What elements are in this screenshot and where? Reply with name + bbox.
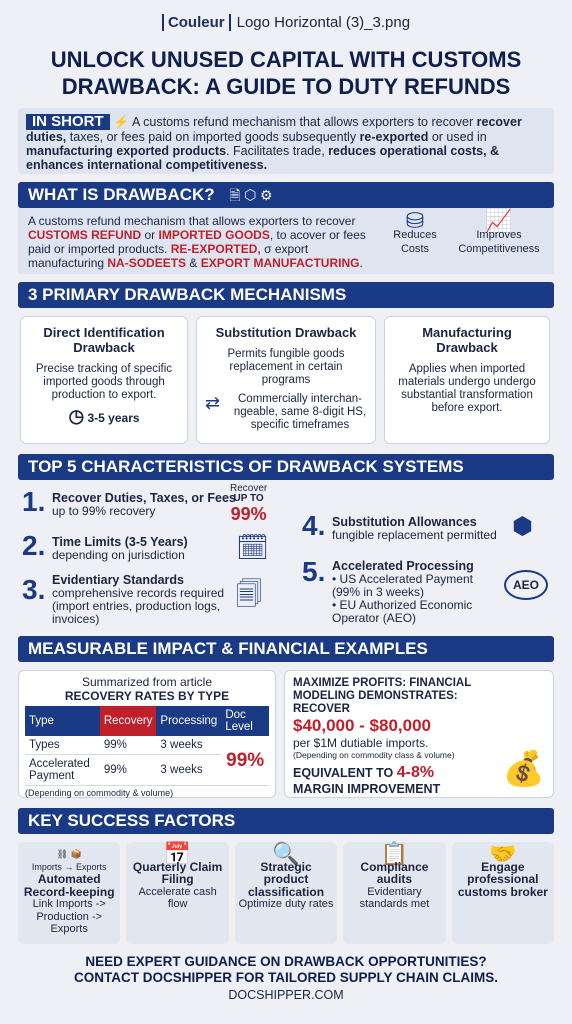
table-title: RECOVERY RATES BY TYPE [64,689,230,703]
card-title: Direct Identification Drawback [43,325,165,355]
s: comprehensive records required (import entries, production logs, invoices) [52,586,225,626]
what-box [18,208,554,274]
swap-icon: ⇄ [205,393,221,413]
cta [0,954,572,986]
file-name: Logo Horizontal (3)_3.png [236,13,411,31]
b1: US Accelerated Payment (99% in 3 weeks) [332,572,473,599]
cell: Types [25,736,100,755]
col: Recovery [100,706,157,736]
improves-competitiveness [454,208,544,256]
pct: 4-8% [396,764,435,781]
s: Optimize duty rates [238,898,334,910]
t: Compliance audits [360,859,429,886]
dep: (Depending on commodity class & volume) [293,750,455,760]
text: NA-SODEETS [107,256,187,270]
document-search-icon: 🗐 [236,579,262,609]
success-factors [18,842,554,944]
mech-direct [20,316,188,444]
text: . [359,256,363,270]
recovery-table-card [18,670,276,798]
cell: 3 weeks [156,736,221,755]
text: & [189,256,198,270]
reduces-costs [390,208,440,256]
text: re-exported [359,130,429,144]
search-doc-icon: 🔍 [272,841,300,866]
text: . Facilitates trade, [226,144,325,158]
t: Evidentiary Standards [52,573,184,587]
t: Strategic product classification [248,859,325,899]
b: UP TO [233,493,264,504]
c: 99% [230,504,267,524]
clipboard-icon: 📋 [380,841,409,866]
handshake-icon: 🤝 [489,841,517,866]
time: 3-5 years [87,411,140,425]
money-growth-icon: 💰 [502,750,545,788]
text: or [144,228,156,242]
brand-logo: Couleur [162,14,231,31]
text: A customs refund mechanism that allows exporters to recover [132,115,474,129]
m1: MAXIMIZE PROFITS: FINANCIAL MODELING DEMONSTRATES: RECOVER [293,677,472,715]
cell: 99% [100,736,157,755]
impact [18,670,554,798]
char-1 [52,492,236,518]
chart-up-icon: 📈 [485,208,513,233]
time-row [29,406,179,426]
text: , to acover or fees paid or imported products. [28,228,366,256]
aeo-icon: AEO [504,570,548,600]
card-desc: Precise tracking of specific imported goods through production to export. [35,363,173,401]
recovery-table [25,706,269,786]
text: recover duties, [26,115,522,144]
num-4: 4. [302,510,326,541]
s: fungible replacement permitted [332,528,497,542]
col: Processing [156,706,221,736]
file-header [0,0,572,44]
card-desc: Permits fungible goods replacement in certain programs [227,348,345,386]
coins-icon: ⛁ [405,208,425,233]
ksf-classification [235,842,337,944]
text: EXPORT MANUFACTURING [200,256,360,270]
eq: EQUIVALENT TO [293,766,394,780]
text: reduces operational costs, & enhances international competitiveness. [26,144,500,172]
cell: 99% [221,736,269,786]
s: depending on jurisdiction [52,548,185,562]
char-5: Accelerated Processing • US Accelerated Payment (99% in 3 weeks) • EU Authorized Economic Operator (AEO) [332,559,474,625]
mi: MARGIN IMPROVEMENT [293,782,441,796]
text: or used in [431,130,487,144]
text: RE-EXPORTED, [170,242,261,256]
num-2: 2. [22,530,46,561]
b2: EU Authorized Economic Operator (AEO) [332,598,473,625]
note: (Depending on commodity & volume) [25,788,174,798]
cell: 99% [100,755,157,786]
chars-heading: TOP 5 CHARACTERISTICS OF DRAWBACK SYSTEMS [18,454,554,480]
characteristics [18,480,554,630]
t: Recover Duties, Taxes, or Fees [52,491,236,505]
cell: Accelerated Payment [25,755,100,786]
financial-card [284,670,554,798]
s: up to 99% recovery [52,504,156,518]
label: Reduces Costs [393,229,437,255]
mech-heading: 3 PRIMARY DRAWBACK MECHANISMS [18,282,554,308]
char-2 [52,536,188,562]
card-title: Manufacturing Drawback [422,325,512,355]
recover-badge [230,484,267,524]
text: CUSTOMS REFUND [28,228,142,242]
in-short-box [18,108,554,174]
cta-line-1: NEED EXPERT GUIDANCE ON DRAWBACK OPPORTUNITIES? [85,954,487,969]
s: Accelerate cash flow [138,885,217,910]
text: A customs refund mechanism that allows exporters to recover [28,214,356,228]
per: per $1M dutiable imports. [293,736,429,750]
t: Automated Record-keeping [23,872,115,899]
ksf-heading: KEY SUCCESS FACTORS [18,808,554,834]
calendar-clock-icon: 🗓 [236,532,270,562]
impact-heading: MEASURABLE IMPACT & FINANCIAL EXAMPLES [18,636,554,662]
t: Engage professional customs broker [457,859,548,899]
a: Recover [230,483,268,494]
a: Imports [31,861,62,872]
in-short-tag: IN SHORT [26,114,110,130]
range: $40,000 - $80,000 [293,716,432,735]
t: Time Limits (3-5 Years) [52,535,188,549]
mech-manufacturing [384,316,550,444]
t: Quarterly Claim Filing [132,859,223,886]
clock-icon: ◷ [68,406,85,426]
s: Link Imports -> Production -> Exports [32,898,106,935]
ksf-automated [18,842,120,944]
site-link[interactable]: DOCSHIPPER.COM [228,988,344,1002]
text: Commercially interchan-ngeable, same 8-digit HS, specific timeframes [233,393,367,431]
col: Doc Level [221,706,269,736]
box-icons: 🗎 ⬡ ⚙ [229,187,273,203]
text: IMPORTED GOODS [158,228,270,242]
imports-exports-icon: ⛓ 📦 Imports → Exports [31,849,107,872]
heading-text: WHAT IS DRAWBACK? [28,185,215,204]
b: Exports [75,861,107,872]
bolt-icon: ⚡ [113,115,130,129]
calendar-icon: 📅 [163,841,192,866]
card-desc: Applies when imported materials undergo undergo substantial transformation before export. [398,363,536,414]
what-heading [18,182,554,208]
ksf-quarterly [126,842,228,944]
text: taxes, or fees paid on imported goods subsequently [69,130,357,144]
card-title: Substitution Drawback [215,325,357,340]
mechanisms [20,316,552,444]
char-4 [332,516,497,542]
char-3 [52,574,232,626]
num-1: 1. [22,486,46,517]
sub: Summarized from article [81,675,213,689]
label: Improves Competitiveness [458,229,540,255]
t: Substitution Allowances [332,515,477,529]
mech-substitution [196,316,376,444]
ksf-compliance [343,842,445,944]
boxes-swap-icon: ⬢ [512,513,533,540]
text: manufacturing exported products [26,144,227,158]
ksf-broker [452,842,554,944]
s: Evidentiary standards met [359,885,430,910]
num-5: 5. [302,556,326,587]
cell: 3 weeks [156,755,221,786]
page-title: UNLOCK UNUSED CAPITAL WITH CUSTOMS DRAWBACK: A GUIDE TO DUTY REFUNDS [50,47,522,99]
num-3: 3. [22,574,46,605]
cta-line-2: CONTACT DOCSHIPPER FOR TAILORED SUPPLY CHAIN CLAIMS. [73,970,499,985]
text: σ export manufacturing [28,242,309,270]
t: Accelerated Processing [332,559,474,573]
card-desc-2 [205,393,367,432]
col: Type [25,706,100,736]
